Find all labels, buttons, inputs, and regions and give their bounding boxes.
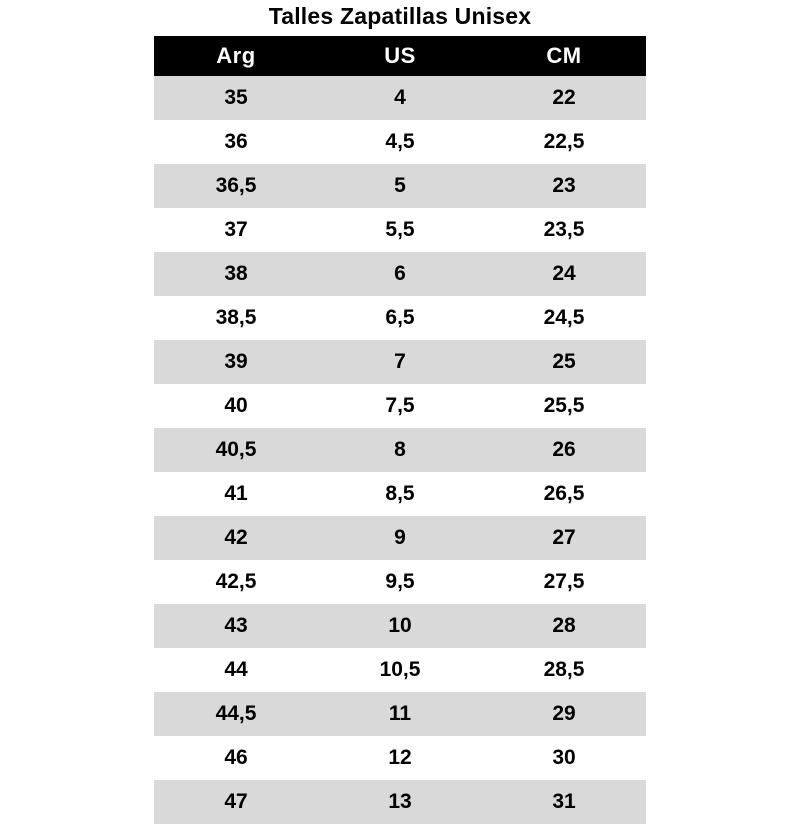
table-row (154, 472, 646, 516)
table-cell-arg: 44,5 (154, 692, 318, 736)
table-cell-arg: 37 (154, 208, 318, 252)
table-cell-cm: 22 (482, 76, 646, 120)
table-cell-cm: 22,5 (482, 120, 646, 164)
table-row (154, 120, 646, 164)
table-cell-arg: 47 (154, 780, 318, 824)
table-cell-us: 8,5 (318, 472, 482, 516)
table-cell-cm: 24 (482, 252, 646, 296)
table-cell-us: 4,5 (318, 120, 482, 164)
table-row (154, 780, 646, 824)
size-table-container (154, 36, 646, 824)
table-cell-us: 11 (318, 692, 482, 736)
table-row (154, 648, 646, 692)
table-row (154, 296, 646, 340)
table-cell-arg: 40 (154, 384, 318, 428)
table-cell-cm: 28 (482, 604, 646, 648)
table-row (154, 428, 646, 472)
table-cell-cm: 25 (482, 340, 646, 384)
table-cell-arg: 39 (154, 340, 318, 384)
table-cell-us: 10 (318, 604, 482, 648)
table-cell-cm: 26,5 (482, 472, 646, 516)
table-row (154, 208, 646, 252)
table-row (154, 76, 646, 120)
table-cell-us: 5 (318, 164, 482, 208)
table-cell-cm: 24,5 (482, 296, 646, 340)
table-cell-cm: 28,5 (482, 648, 646, 692)
table-cell-us: 13 (318, 780, 482, 824)
table-cell-arg: 41 (154, 472, 318, 516)
column-header-arg: Arg (154, 36, 318, 76)
table-cell-us: 8 (318, 428, 482, 472)
table-cell-us: 9,5 (318, 560, 482, 604)
page-title: Talles Zapatillas Unisex (268, 3, 532, 29)
table-cell-us: 10,5 (318, 648, 482, 692)
table-row (154, 692, 646, 736)
table-row (154, 736, 646, 780)
table-cell-us: 7 (318, 340, 482, 384)
table-cell-cm: 31 (482, 780, 646, 824)
table-cell-arg: 42 (154, 516, 318, 560)
table-cell-cm: 29 (482, 692, 646, 736)
table-body (154, 76, 646, 824)
table-cell-cm: 25,5 (482, 384, 646, 428)
table-row (154, 516, 646, 560)
table-cell-arg: 43 (154, 604, 318, 648)
table-cell-us: 6 (318, 252, 482, 296)
table-header (154, 36, 646, 76)
table-row (154, 560, 646, 604)
table-cell-arg: 46 (154, 736, 318, 780)
table-row (154, 164, 646, 208)
table-row (154, 340, 646, 384)
table-cell-us: 12 (318, 736, 482, 780)
table-cell-cm: 23,5 (482, 208, 646, 252)
size-table (154, 36, 646, 824)
table-row (154, 252, 646, 296)
table-cell-cm: 23 (482, 164, 646, 208)
table-cell-arg: 35 (154, 76, 318, 120)
column-header-us: US (318, 36, 482, 76)
table-cell-arg: 40,5 (154, 428, 318, 472)
table-cell-arg: 38 (154, 252, 318, 296)
table-cell-cm: 26 (482, 428, 646, 472)
table-cell-us: 6,5 (318, 296, 482, 340)
table-cell-us: 7,5 (318, 384, 482, 428)
table-cell-arg: 36,5 (154, 164, 318, 208)
table-cell-arg: 38,5 (154, 296, 318, 340)
table-cell-arg: 44 (154, 648, 318, 692)
table-row (154, 604, 646, 648)
table-cell-us: 4 (318, 76, 482, 120)
table-cell-cm: 30 (482, 736, 646, 780)
table-cell-us: 5,5 (318, 208, 482, 252)
table-row (154, 384, 646, 428)
table-header-row (154, 36, 646, 76)
table-cell-arg: 42,5 (154, 560, 318, 604)
table-cell-cm: 27 (482, 516, 646, 560)
column-header-cm: CM (482, 36, 646, 76)
table-cell-arg: 36 (154, 120, 318, 164)
table-cell-cm: 27,5 (482, 560, 646, 604)
table-cell-us: 9 (318, 516, 482, 560)
